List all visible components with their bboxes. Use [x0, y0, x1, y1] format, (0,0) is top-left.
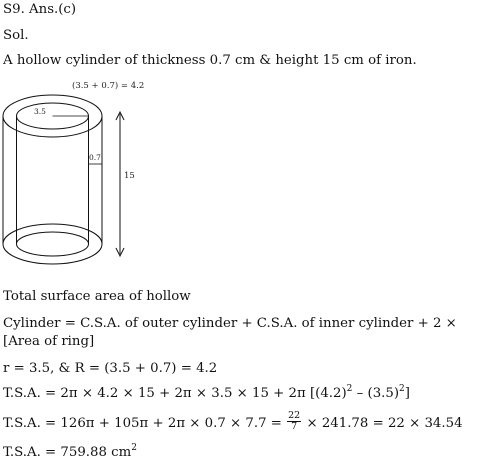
tsa-result-text: T.S.A. = 759.88 cm [3, 445, 132, 460]
inner-bottom-ellipse [17, 232, 89, 256]
tsa-calc-prefix: T.S.A. = 126π + 105π + 2π × 0.7 × 7.7 = [3, 416, 287, 431]
tsa-formula-prefix: T.S.A. = 2π × 4.2 × 15 + 2π × 3.5 × 15 + 2π [(4.2) [3, 386, 347, 401]
thickness-label: 0.7 [89, 153, 101, 162]
inner-radius-label: 3.5 [34, 107, 46, 116]
tsa-formula-exponent-2: 2 [399, 384, 405, 394]
outer-radius-label: (3.5 + 0.7) = 4.2 [72, 81, 145, 91]
tsa-result-unit-exponent: 2 [131, 443, 137, 453]
tsa-formula-mid: – (3.5) [352, 386, 400, 401]
tsa-formula-exponent-1: 2 [346, 384, 353, 394]
outer-bottom-ellipse [3, 224, 102, 264]
fraction-numerator: 22 [288, 410, 301, 421]
solution-line-3: [Area of ring] [3, 334, 95, 349]
tsa-formula-suffix: ] [404, 386, 410, 401]
solution-line-2: Cylinder = C.S.A. of outer cylinder + C.S.A. of inner cylinder + 2 × [3, 316, 457, 331]
fraction-22-over-7 [287, 411, 301, 432]
solution-line-1: Total surface area of hollow [3, 289, 191, 304]
tsa-calc-suffix: × 241.78 = 22 × 34.54 [302, 416, 463, 431]
solution-heading: Sol. [3, 28, 29, 43]
tsa-calculation-line [3, 410, 463, 434]
fraction-denominator: 7 [291, 421, 298, 432]
radius-values-line: r = 3.5, & R = (3.5 + 0.7) = 4.2 [3, 361, 218, 376]
problem-statement: A hollow cylinder of thickness 0.7 cm & height 15 cm of iron. [3, 53, 417, 68]
answer-label: S9. Ans.(c) [3, 2, 77, 17]
hollow-cylinder-diagram [0, 78, 200, 268]
tsa-result-line [3, 444, 137, 461]
tsa-formula-line [3, 385, 410, 402]
height-label: 15 [124, 171, 135, 181]
